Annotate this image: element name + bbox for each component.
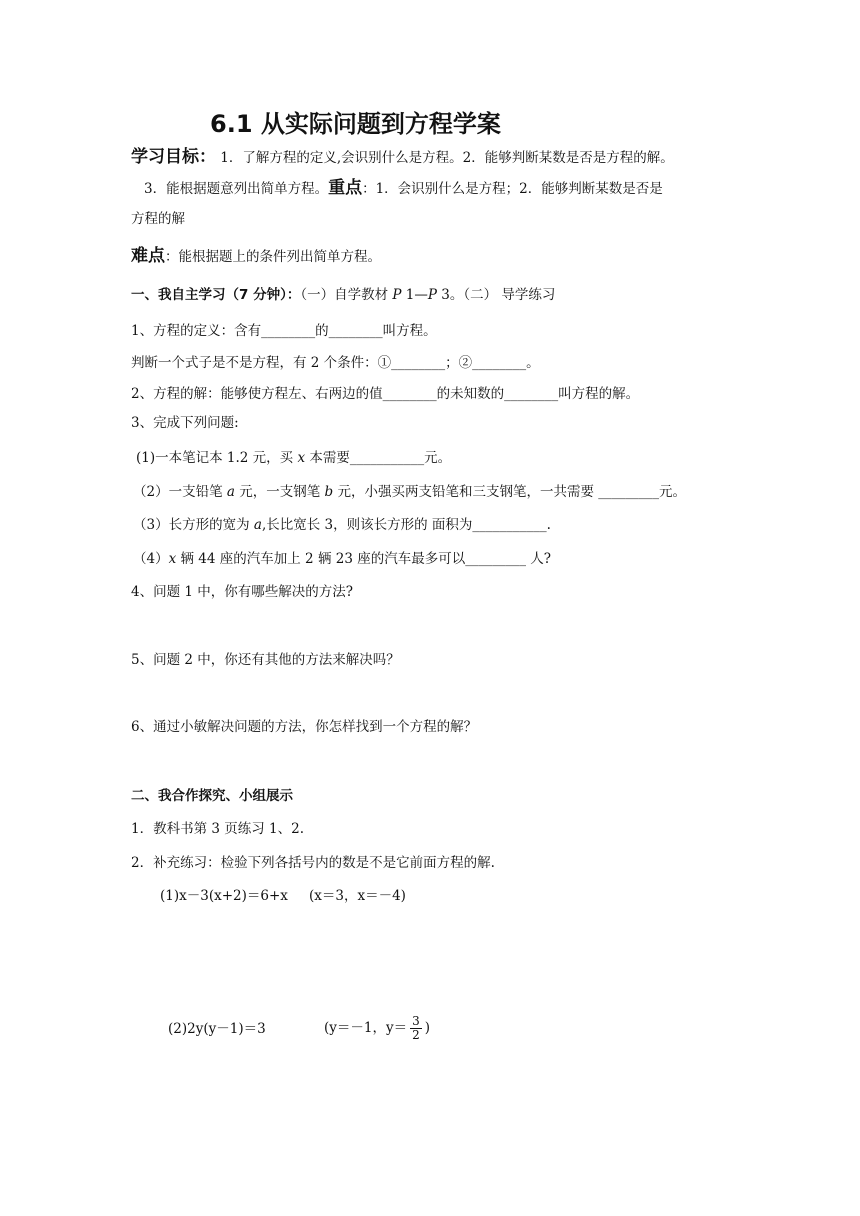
var-a: a	[253, 517, 262, 533]
section2-item-2: 2．补充练习：检验下列各括号内的数是不是它前面方程的解.	[131, 855, 495, 871]
question-1b: 判断一个式子是不是方程，有 2 个条件：①________；②________。	[131, 355, 540, 371]
objectives-line-2	[144, 178, 663, 199]
var-b: b	[324, 484, 334, 500]
section1-heading-rest: （一）自学教材	[300, 287, 393, 303]
page-ref-p2: P	[427, 287, 437, 303]
q3-4-text-a: （4）	[133, 551, 169, 567]
page-ref-p1: P	[392, 287, 402, 303]
question-3-4	[133, 549, 551, 569]
section2-item-1: 1．教科书第 3 页练习 1、2.	[131, 821, 305, 837]
page-ref-3: 3。（二） 导学练习	[436, 287, 556, 303]
section1-heading: 一、我自主学习（7 分钟）：	[131, 287, 301, 303]
question-6: 6、通过小敏解决问题的方法，你怎样找到一个方程的解？	[131, 719, 478, 735]
q3-3-text-b: ,长比宽长 3，则该长方形的 面积为___________.	[261, 517, 551, 533]
fraction-numerator: 3	[412, 1014, 420, 1028]
key-points-label: 重点	[328, 178, 363, 198]
eq2-check-close: )	[424, 1020, 431, 1036]
key-points-text-cont: 方程的解	[131, 211, 185, 227]
key-points-text: ：1．会识别什么是方程；2．能够判断某数是否是	[362, 181, 663, 197]
var-x: x	[297, 450, 306, 466]
question-1: 1、方程的定义：含有________的________叫方程。	[131, 323, 437, 339]
objectives-line-1	[131, 147, 674, 168]
question-3-2	[133, 482, 686, 502]
equation-2: (2)2y(y－1)＝3	[168, 1021, 266, 1037]
objectives-text-2: 3．能根据题意列出简单方程。	[144, 181, 329, 197]
difficulty-label: 难点	[131, 246, 165, 266]
page-title: 6.1 从实际问题到方程学案	[210, 110, 501, 138]
q3-2-text-a: （2）一支铅笔	[133, 484, 227, 500]
var-x: x	[168, 551, 177, 567]
q3-2-text-b: 元，一支钢笔	[234, 484, 325, 500]
question-3: 3、完成下列问题:	[131, 415, 239, 431]
objectives-text-1: 1．了解方程的定义,会识别什么是方程。2．能够判断某数是否是方程的解。	[220, 150, 674, 166]
question-3-1	[136, 448, 451, 468]
equation-2-check	[324, 1008, 430, 1048]
var-a: a	[226, 484, 235, 500]
q3-2-text-c: 元，小强买两支铅笔和三支钢笔，一共需要 _________元。	[333, 484, 687, 500]
q3-4-text-b: 辆 44 座的汽车加上 2 辆 23 座的汽车最多可以_________ 人?	[176, 551, 551, 567]
question-3-3	[133, 515, 551, 535]
fraction-denominator: 2	[412, 1028, 420, 1042]
q3-1-text-b: 本需要___________元。	[305, 450, 452, 466]
question-2: 2、方程的解：能够使方程左、右两边的值________的未知数的________叫方程的解。	[131, 386, 640, 402]
section2-heading: 二、我合作探究、小组展示	[131, 788, 293, 804]
difficulty-text: ：能根据题上的条件列出简单方程。	[165, 249, 381, 265]
question-4: 4、问题 1 中，你有哪些解决的方法?	[131, 584, 353, 600]
question-5: 5、问题 2 中，你还有其他的方法来解决吗？	[131, 652, 400, 668]
difficulty-line	[131, 246, 381, 267]
eq2-check-text: (y＝－1，y＝	[324, 1020, 408, 1036]
equation-1-check: (x＝3，x＝－4)	[309, 888, 406, 904]
objectives-label: 学习目标：	[131, 147, 216, 167]
fraction	[410, 1015, 422, 1042]
section1-heading-line	[131, 285, 555, 305]
q3-1-text-a: (1)一本笔记本 1.2 元，买	[136, 450, 298, 466]
q3-3-text-a: （3）长方形的宽为	[133, 517, 254, 533]
page-ref-1: 1—	[401, 287, 428, 303]
equation-1: (1)x－3(x+2)＝6+x	[160, 888, 288, 904]
objectives-line-3	[131, 209, 185, 229]
